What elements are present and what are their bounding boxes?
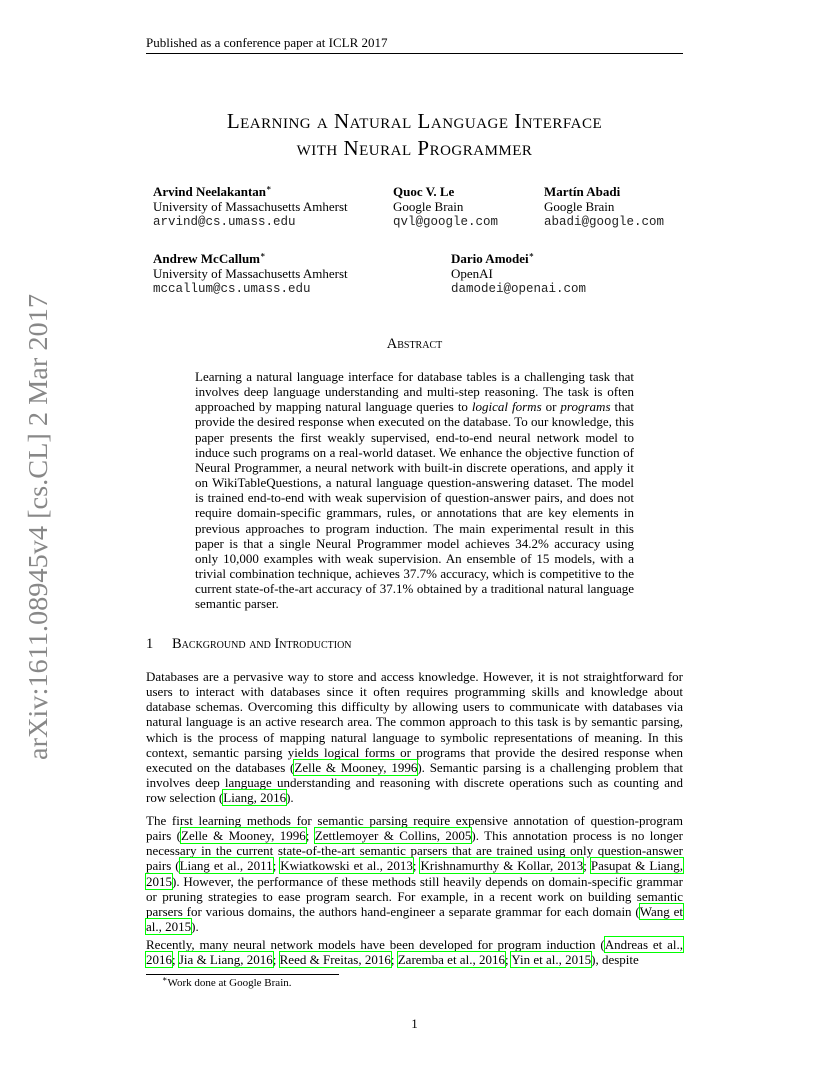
footnote-mark: ∗ bbox=[162, 974, 168, 984]
footnote-rule bbox=[146, 974, 339, 975]
author-block-mccallum bbox=[153, 251, 348, 297]
body-paragraph: The first learning methods for semantic parsing require expensive annotation of question-program pairs (Zelle & Mooney, 1996; Zettlemoyer & Collins, 2005). This annotation process is no longer necessary in the current state-of-the-art semantic parsers that are trained using only question-answer pairs (Liang et al., 2011; Kwiatkowski et al., 2013; Krishnamurthy & Kollar, 2013; Pasupat & Liang, 2015). However, the performance of these methods still heavily depends on domain-specific grammar or pruning strategies to ease program search. For example, in a recent work on building semantic parsers for various domains, the authors hand-engineer a separate grammar for each domain (Wang et al., 2015). bbox=[146, 813, 683, 935]
footnote-text: Work done at Google Brain. bbox=[167, 977, 292, 989]
citation-link[interactable]: Reed & Freitas, 2016 bbox=[279, 952, 391, 968]
author-name: Quoc V. Le bbox=[393, 184, 455, 199]
author-name: Arvind Neelakantan∗ bbox=[153, 183, 272, 199]
paper-title bbox=[146, 108, 683, 162]
author-affiliation: OpenAI bbox=[451, 266, 493, 281]
author-email: damodei@openai.com bbox=[451, 282, 587, 296]
citation-link[interactable]: Yin et al., 2015 bbox=[511, 952, 592, 968]
author-email: abadi@google.com bbox=[544, 215, 665, 229]
citation-link[interactable]: Zaremba et al., 2016 bbox=[397, 952, 505, 968]
author-name: Martín Abadi bbox=[544, 184, 621, 199]
abstract-heading: Abstract bbox=[386, 336, 443, 352]
author-affiliation: Google Brain bbox=[393, 199, 464, 214]
author-block-le bbox=[393, 184, 498, 230]
citation-link[interactable]: Zettlemoyer & Collins, 2005 bbox=[314, 828, 472, 844]
section-title: Background and Introduction bbox=[172, 636, 352, 652]
author-name: Dario Amodei∗ bbox=[451, 250, 535, 266]
author-block-amodei bbox=[451, 251, 586, 297]
author-affiliation: University of Massachusetts Amherst bbox=[153, 266, 348, 281]
author-affiliation: University of Massachusetts Amherst bbox=[153, 199, 348, 214]
abstract-body: Learning a natural language interface for database tables is a challenging task that involves deep language understanding and multi-step reasoning. The task is often approached by mapping natural language queries to logical forms or programs that provide the desired response when executed on the database. To our knowledge, this paper presents the first weakly supervised, end-to-end neural network model to induce such programs on a real-world dataset. We enhance the objective function of Neural Programmer, a neural network with built-in discrete operations, and apply it on WikiTableQuestions, a natural language question-answering dataset. The model is trained end-to-end with weak supervision of question-answer pairs, and does not require domain-specific grammars, rules, or annotations that are key elements in previous approaches to program induction. The main experimental result in this paper is that a single Neural Programmer model achieves 34.2% accuracy using only 10,000 examples with weak supervision. An ensemble of 15 models, with a trivial combination technique, achieves 37.7% accuracy, which is competitive to the current state-of-the-art accuracy of 37.1% obtained by a traditional natural language semantic parser. bbox=[195, 369, 634, 612]
citation-link[interactable]: Zelle & Mooney, 1996 bbox=[181, 828, 306, 844]
author-footnote-mark: ∗ bbox=[266, 183, 272, 193]
author-email: arvind@cs.umass.edu bbox=[153, 215, 296, 229]
title-line-2: with Neural Programmer bbox=[296, 136, 533, 160]
author-affiliation: Google Brain bbox=[544, 199, 615, 214]
arxiv-identifier-text: arXiv:1611.08945v4 [cs.CL] 2 Mar 2017 bbox=[23, 315, 53, 760]
title-line-1: Learning a Natural Language Interface bbox=[226, 109, 603, 133]
citation-link[interactable]: Jia & Liang, 2016 bbox=[178, 952, 273, 968]
author-email: mccallum@cs.umass.edu bbox=[153, 282, 311, 296]
body-paragraph: Recently, many neural network models have been developed for program induction (Andreas et al., 2016; Jia & Liang, 2016; Reed & Freitas, 2016; Zaremba et al., 2016; Yin et al., 2015), despite bbox=[146, 937, 683, 968]
running-header: Published as a conference paper at ICLR 2017 bbox=[146, 35, 388, 50]
section-number: 1 bbox=[146, 636, 154, 652]
author-block-abadi bbox=[544, 184, 664, 230]
citation-link[interactable]: Andreas et al., 2016 bbox=[146, 937, 683, 968]
author-block-neelakantan bbox=[153, 184, 348, 230]
page-number: 1 bbox=[411, 1016, 418, 1031]
citation-link[interactable]: Kwiatkowski et al., 2013 bbox=[280, 858, 413, 874]
section-heading bbox=[146, 636, 683, 653]
citation-link[interactable]: Zelle & Mooney, 1996 bbox=[294, 759, 418, 775]
citation-link[interactable]: Krishnamurthy & Kollar, 2013 bbox=[420, 858, 584, 874]
author-footnote-mark: ∗ bbox=[260, 250, 266, 260]
author-footnote-mark: ∗ bbox=[528, 250, 535, 260]
author-name: Andrew McCallum∗ bbox=[153, 250, 266, 266]
citation-link[interactable]: Liang et al., 2011 bbox=[179, 858, 273, 874]
citation-link[interactable]: Pasupat & Liang, 2015 bbox=[146, 858, 683, 889]
author-email: qvl@google.com bbox=[393, 215, 499, 229]
body-paragraph: Databases are a pervasive way to store and access knowledge. However, it is not straightforward for users to interact with databases since it often requires programming skills and knowledge about database schemas. Overcoming this difficulty by allowing users to communicate with databases via natural language is an active research area. The common approach to this task is by semantic parsing, which is the process of mapping natural language to symbolic representations of meaning. In this context, semantic parsing yields logical forms or programs that provide the desired response when executed on the databases (Zelle & Mooney, 1996). Semantic parsing is a challenging problem that involves deep language understanding and reasoning with discrete operations such as counting and row selection (Liang, 2016). bbox=[146, 669, 683, 806]
citation-link[interactable]: Wang et al., 2015 bbox=[146, 903, 683, 935]
arxiv-identifier-stamp bbox=[17, 292, 57, 762]
footnote bbox=[162, 974, 292, 990]
abstract-emphasis: logical forms bbox=[471, 399, 542, 415]
abstract-emphasis: programs bbox=[560, 399, 611, 415]
header-rule bbox=[146, 53, 683, 54]
citation-link[interactable]: Liang, 2016 bbox=[223, 790, 287, 806]
